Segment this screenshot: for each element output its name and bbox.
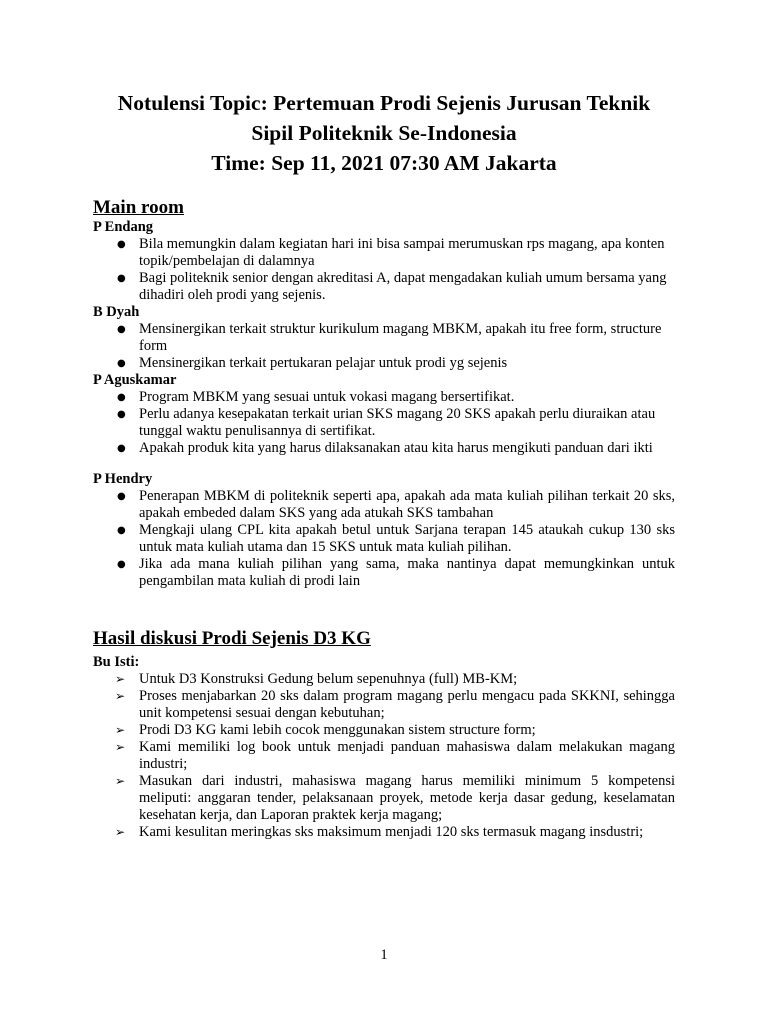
bullet-icon: ● (117, 525, 126, 536)
list-item: ➢ Kami memiliki log book untuk menjadi panduan mahasiswa dalam melakukan magang industri; (115, 739, 675, 772)
bullet-icon: ● (117, 324, 126, 335)
page-number: 1 (380, 947, 388, 963)
document-page (93, 88, 675, 841)
arrow-bullet-icon: ➢ (115, 740, 126, 754)
list-item: ● Mensinergikan terkait struktur kurikulum magang MBKM, apakah itu free form, structure form (117, 321, 662, 354)
bullet-icon: ● (117, 273, 126, 284)
list-item: ● Penerapan MBKM di politeknik seperti apa, apakah ada mata kuliah pilihan terkait 20 sks, apakah embeded dalam SKS yang ada atukah SKS tambahan (117, 488, 675, 521)
bullet-icon: ● (117, 392, 126, 403)
speaker-block (93, 471, 675, 590)
list-item: ➢ Prodi D3 KG kami lebih cocok menggunakan sistem structure form; (115, 722, 536, 738)
title-line: Sipil Politeknik Se-Indonesia (251, 121, 517, 145)
main-room-heading: Main room (93, 197, 184, 218)
arrow-bullet-icon: ➢ (115, 825, 126, 839)
list-item: ● Perlu adanya kesepakatan terkait urian SKS magang 20 SKS apakah perlu diuraikan atau tunggal waktu penulisannya di sertifikat. (117, 406, 656, 439)
list-item: ➢ Untuk D3 Konstruksi Gedung belum sepenuhnya (full) MB-KM; (115, 671, 518, 687)
list-item: ● Apakah produk kita yang harus dilaksanakan atau kita harus mengikuti panduan dari ikti (117, 440, 653, 456)
arrow-bullet-icon: ➢ (115, 672, 126, 686)
speaker-name: Bu Isti: (93, 654, 140, 670)
speaker-block (93, 372, 675, 457)
bullet-icon: ● (117, 358, 126, 369)
bullet-icon: ● (117, 409, 126, 420)
list-item: ➢ Kami kesulitan meringkas sks maksimum menjadi 120 sks termasuk magang insdustri; (115, 824, 644, 840)
document-title (93, 88, 675, 178)
bullet-icon: ● (117, 443, 126, 454)
speaker-name: P Hendry (93, 471, 153, 487)
list-item: ● Mengkaji ulang CPL kita apakah betul untuk Sarjana terapan 145 ataukah cukup 130 sks untuk mata kuliah utama dan 15 SKS untuk mata kuliah pilihan. (117, 522, 675, 555)
bullet-icon: ● (117, 239, 126, 250)
list-item: ● Bila memungkin dalam kegiatan hari ini bisa sampai merumuskan rps magang, apa konten topik/pembelajan di dalamnya (117, 236, 665, 269)
speaker-name: P Aguskamar (93, 372, 177, 388)
list-item: ● Mensinergikan terkait pertukaran pelajar untuk prodi yg sejenis (117, 355, 508, 371)
speaker-name: B Dyah (93, 304, 140, 320)
bullet-icon: ● (117, 491, 126, 502)
arrow-bullet-icon: ➢ (115, 723, 126, 737)
speaker-block (93, 304, 675, 372)
list-item: ➢ Proses menjabarkan 20 sks dalam program magang perlu mengacu pada SKKNI, sehingga unit kompetensi sesuai dengan kebutuhan; (115, 688, 675, 721)
hasil-list (93, 671, 675, 841)
arrow-bullet-icon: ➢ (115, 689, 126, 703)
title-line: Time: Sep 11, 2021 07:30 AM Jakarta (211, 151, 557, 175)
title-line: Notulensi Topic: Pertemuan Prodi Sejenis Jurusan Teknik (117, 91, 651, 115)
speaker-block (93, 219, 675, 304)
bullet-icon: ● (117, 559, 126, 570)
list-item: ● Program MBKM yang sesuai untuk vokasi magang bersertifikat. (117, 389, 515, 405)
hasil-diskusi-heading: Hasil diskusi Prodi Sejenis D3 KG (93, 628, 371, 649)
list-item: ➢ Masukan dari industri, mahasiswa magang harus memiliki minimum 5 kompetensi meliputi: anggaran tender, pelaksanaan proyek, metode kerja dasar gedung, keselamatan kesehatan kerja, dan Laporan praktek kerja magang; (115, 773, 675, 823)
list-item: ● Jika ada mana kuliah pilihan yang sama, maka nantinya dapat memungkinkan untuk pengambilan mata kuliah di prodi lain (117, 556, 675, 589)
list-item: ● Bagi politeknik senior dengan akreditasi A, dapat mengadakan kuliah umum bersama yang dihadiri oleh prodi yang sejenis. (117, 270, 667, 303)
speaker-name: P Endang (93, 219, 154, 235)
arrow-bullet-icon: ➢ (115, 774, 126, 788)
